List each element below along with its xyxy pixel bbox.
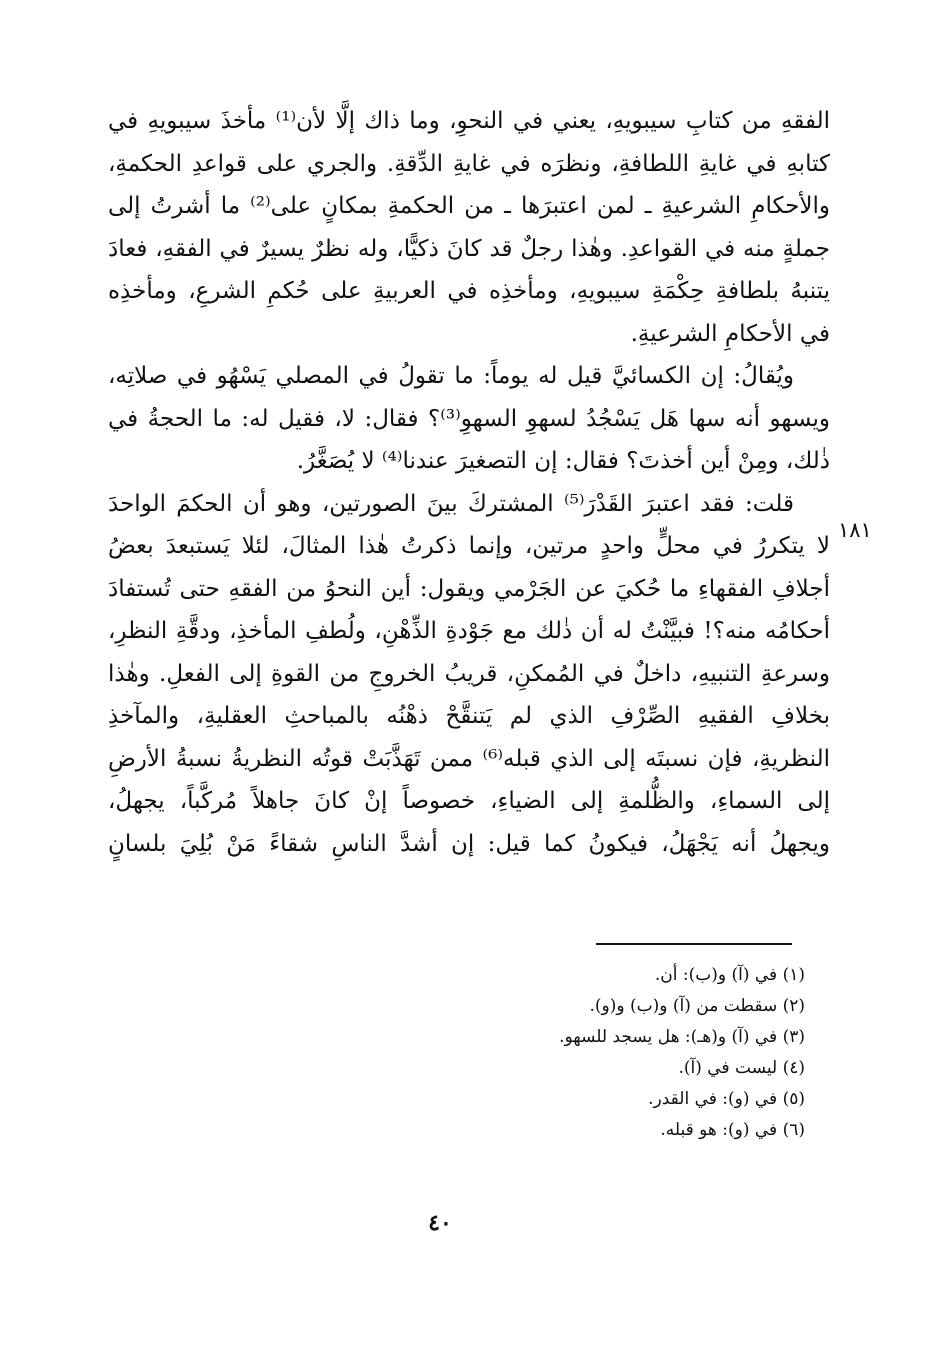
text-line: أجلافِ الفقهاءِ ما حُكيَ عن الجَرْمي ويقول: أين النحوُ من الفقهِ حتى تُستفادَ (108, 575, 830, 602)
text-line: أحكامُه منه؟! فبيَّنْتُ له أن ذٰلك مع جَوْدةِ الذِّهْنِ، ولُطفِ المأخذِ، ودقَّةِ النظرِ، (108, 618, 830, 644)
text-line: والأحكامِ الشرعيةِ ـ لمن اعتبرَها ـ من الحكمةِ بمكانٍ على⁽²⁾ ما أشرتُ إلى (108, 193, 830, 219)
text-line: في الأحكامِ الشرعيةِ. (630, 320, 830, 347)
text-line: وسرعةِ التنبيهِ، داخلٌ في المُمكنِ، قريبُ الخروجِ من القوةِ إلى الفعلِ. وهٰذا (108, 660, 830, 687)
footnotes (300, 960, 805, 1146)
footnote: (٥) في (و): في القدر. (648, 1089, 805, 1109)
text-line: ويسهو أنه سها هَل يَسْجُدُ لسهوِ السهوِ⁽³⁾؟ فقال: لا، فقيل له: ما الحجةُ في (108, 405, 830, 432)
text-line: كتابهِ في غايةِ اللطافةِ، ونظرَه في غايةِ الدِّقةِ. والجري على قواعدِ الحكمةِ، (108, 150, 830, 177)
text-line: لا يتكررُ في محلٍّ واحدٍ مرتين، وإنما ذكرتُ هٰذا المثالَ، لئلا يَستبعدَ بعضُ (108, 533, 830, 559)
text-line: النظريةِ، فإن نسبتَه إلى الذي قبله⁽⁶⁾ ممن تَهَذَّبَتْ قوتُه النظريةُ نسبةُ الأرضِ (108, 745, 831, 772)
text-line: قلت: فقد اعتبرَ القَدْرَ⁽⁵⁾ المشتركَ بينَ الصورتين، وهو أن الحكمَ الواحدَ (108, 490, 794, 517)
text-line: ويُقالُ: إن الكسائيَّ قيل له يوماً: ما تقولُ في المصلي يَسْهُو في صلاتِه، (108, 363, 794, 389)
margin-reference-number: ١٨١ (838, 518, 872, 542)
text-line: بخلافِ الفقيهِ الصِّرْفِ الذي لم يَتنقَّحْ ذهْنُه بالمباحثِ العقليةِ، والمآخذِ (108, 703, 830, 729)
footnote: (١) في (آ) و(ب): أن. (654, 965, 805, 985)
text-line: ذٰلك، ومِنْ أين أخذتَ؟ فقال: إن التصغيرَ عندنا⁽⁴⁾ لا يُصَغَّرُ. (296, 448, 830, 474)
footnote: (٤) ليست في (آ). (678, 1058, 805, 1078)
footnote: (٣) في (آ) و(هـ): هل يسجد للسهو. (559, 1027, 805, 1047)
footnote: (٦) في (و): هو قبله. (660, 1120, 805, 1140)
footnote-divider (596, 943, 792, 945)
text-line: إلى السماءِ، والظُّلمةِ إلى الضياءِ، خصوصاً إنْ كانَ جاهلاً مُركَّباً، يجهلُ، (108, 788, 830, 814)
text-line: جملةٍ منه في القواعدِ. وهٰذا رجلٌ قد كانَ ذكيًّا، وله نظرٌ يسيرٌ في الفقهِ، فعادَ (108, 235, 830, 262)
text-line: الفقهِ من كتابِ سيبويهِ، يعني في النحوِ، وما ذاك إلَّا لأن⁽¹⁾ مأخذَ سيبويهِ في (108, 108, 830, 134)
text-line: يتنبهُ بلطافةِ حِكْمَةِ سيبويهِ، ومأخذِه في العربيةِ على حُكمِ الشرعِ، ومأخذِه (108, 278, 830, 304)
main-text (108, 100, 830, 865)
paragraph-2 (108, 355, 830, 483)
paragraph-3 (108, 483, 830, 866)
paragraph-1 (108, 100, 830, 355)
text-line: ويجهلُ أنه يَجْهَلُ، فيكونُ كما قيل: إن أشدَّ الناسِ شقاءً مَنْ بُلِيَ بلسانٍ (108, 830, 830, 857)
page-number: ٤٠ (428, 1210, 452, 1236)
footnote: (٢) سقطت من (آ) و(ب) و(و). (589, 996, 805, 1016)
